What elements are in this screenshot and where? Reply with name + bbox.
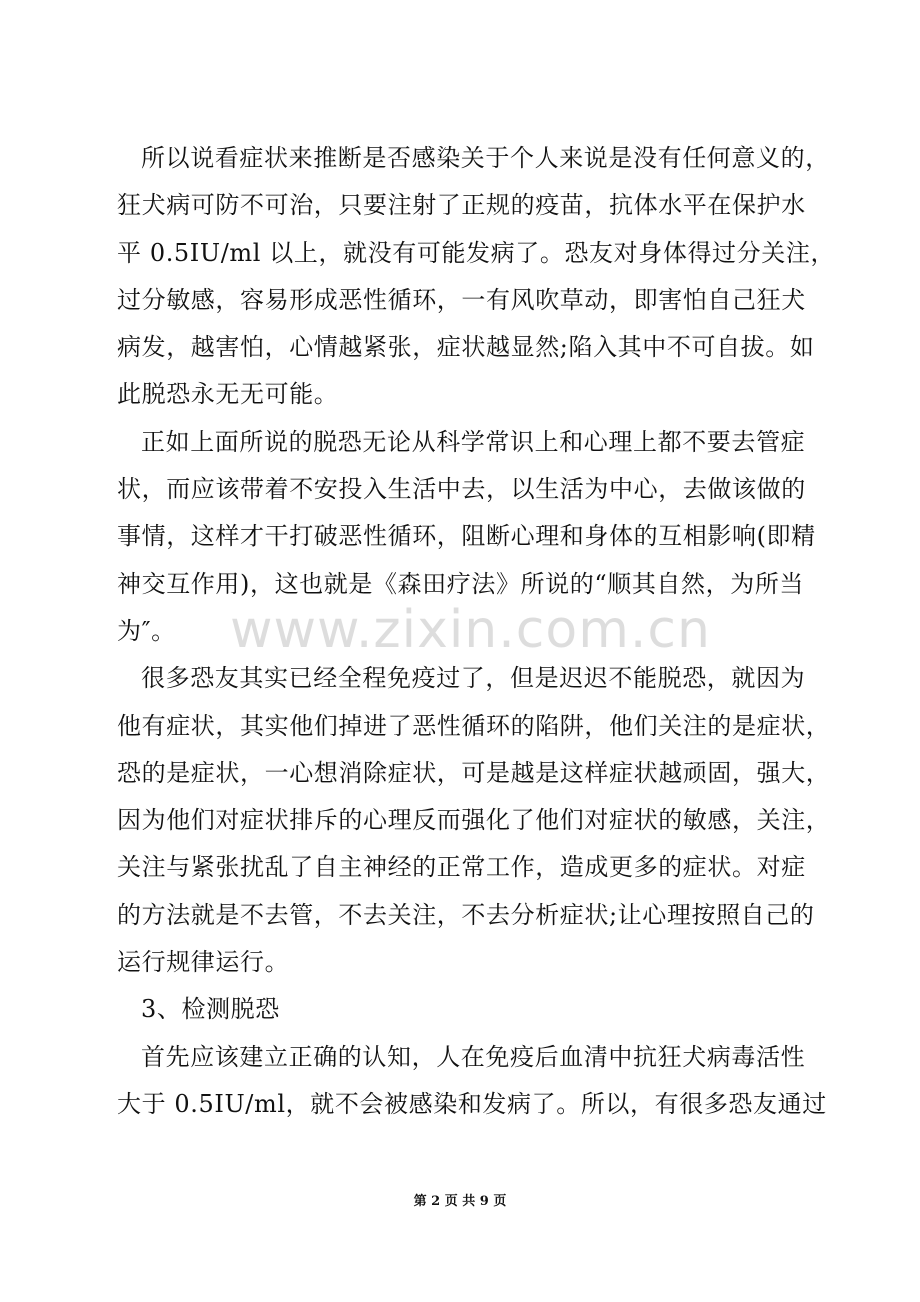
- page-footer: 第 2 页 共 9 页: [413, 1194, 507, 1209]
- text-line: 病发，越害怕，心情越紧张，症状越显然;陷入其中不可自拔。如: [117, 333, 815, 362]
- text-line: 运行规律运行。: [117, 948, 290, 977]
- watermark: www.zixin.com.cn: [230, 600, 711, 660]
- text-line: 恐的是症状，一心想消除症状，可是越是这样症状越顽固，强大，: [117, 758, 831, 787]
- text-line: 关注与紧张扰乱了自主神经的正常工作，造成更多的症状。对症: [117, 853, 806, 882]
- text-line: 所以说看症状来推断是否感染关于个人来说是没有任何意义的，: [141, 144, 830, 172]
- text-line: 3、检测脱恐: [141, 995, 280, 1024]
- text-line: 的方法就是不去管，不去关注，不去分析症状;让心理按照自己的: [117, 900, 815, 929]
- text-line: 神交互作用)，这也就是《森田疗法》所说的“顺其自然，为所当: [117, 569, 805, 598]
- text-line: 很多恐友其实已经全程免疫过了，但是迟迟不能脱恐，就因为: [141, 664, 806, 693]
- text-line: 他有症状，其实他们掉进了恶性循环的陷阱，他们关注的是症状，: [117, 711, 831, 740]
- text-line: 此脱恐永无无可能。: [117, 380, 339, 409]
- text-line: 因为他们对症状排斥的心理反而强化了他们对症状的敏感，关注，: [117, 806, 831, 835]
- text-line: 大于 0.5IU/ml，就不会被感染和发病了。所以，有很多恐友通过: [117, 1089, 827, 1118]
- document-body: [117, 135, 836, 1128]
- text-line: 首先应该建立正确的认知，人在免疫后血清中抗狂犬病毒活性: [141, 1042, 806, 1071]
- text-line: 平 0.5IU/ml 以上，就没有可能发病了。恐友对身体得过分关注，: [117, 238, 836, 267]
- text-line: 过分敏感，容易形成恶性循环，一有风吹草动，即害怕自己狂犬: [117, 285, 806, 314]
- text-line: 为″。: [117, 616, 176, 645]
- text-line: 状，而应该带着不安投入生活中去，以生活为中心，去做该做的: [117, 475, 806, 504]
- text-line: 狂犬病可防不可治，只要注射了正规的疫苗，抗体水平在保护水: [117, 191, 806, 220]
- text-line: 正如上面所说的脱恐无论从科学常识上和心理上都不要去管症: [141, 427, 806, 456]
- text-line: 事情，这样才干打破恶性循环，阻断心理和身体的互相影响(即精: [117, 522, 816, 551]
